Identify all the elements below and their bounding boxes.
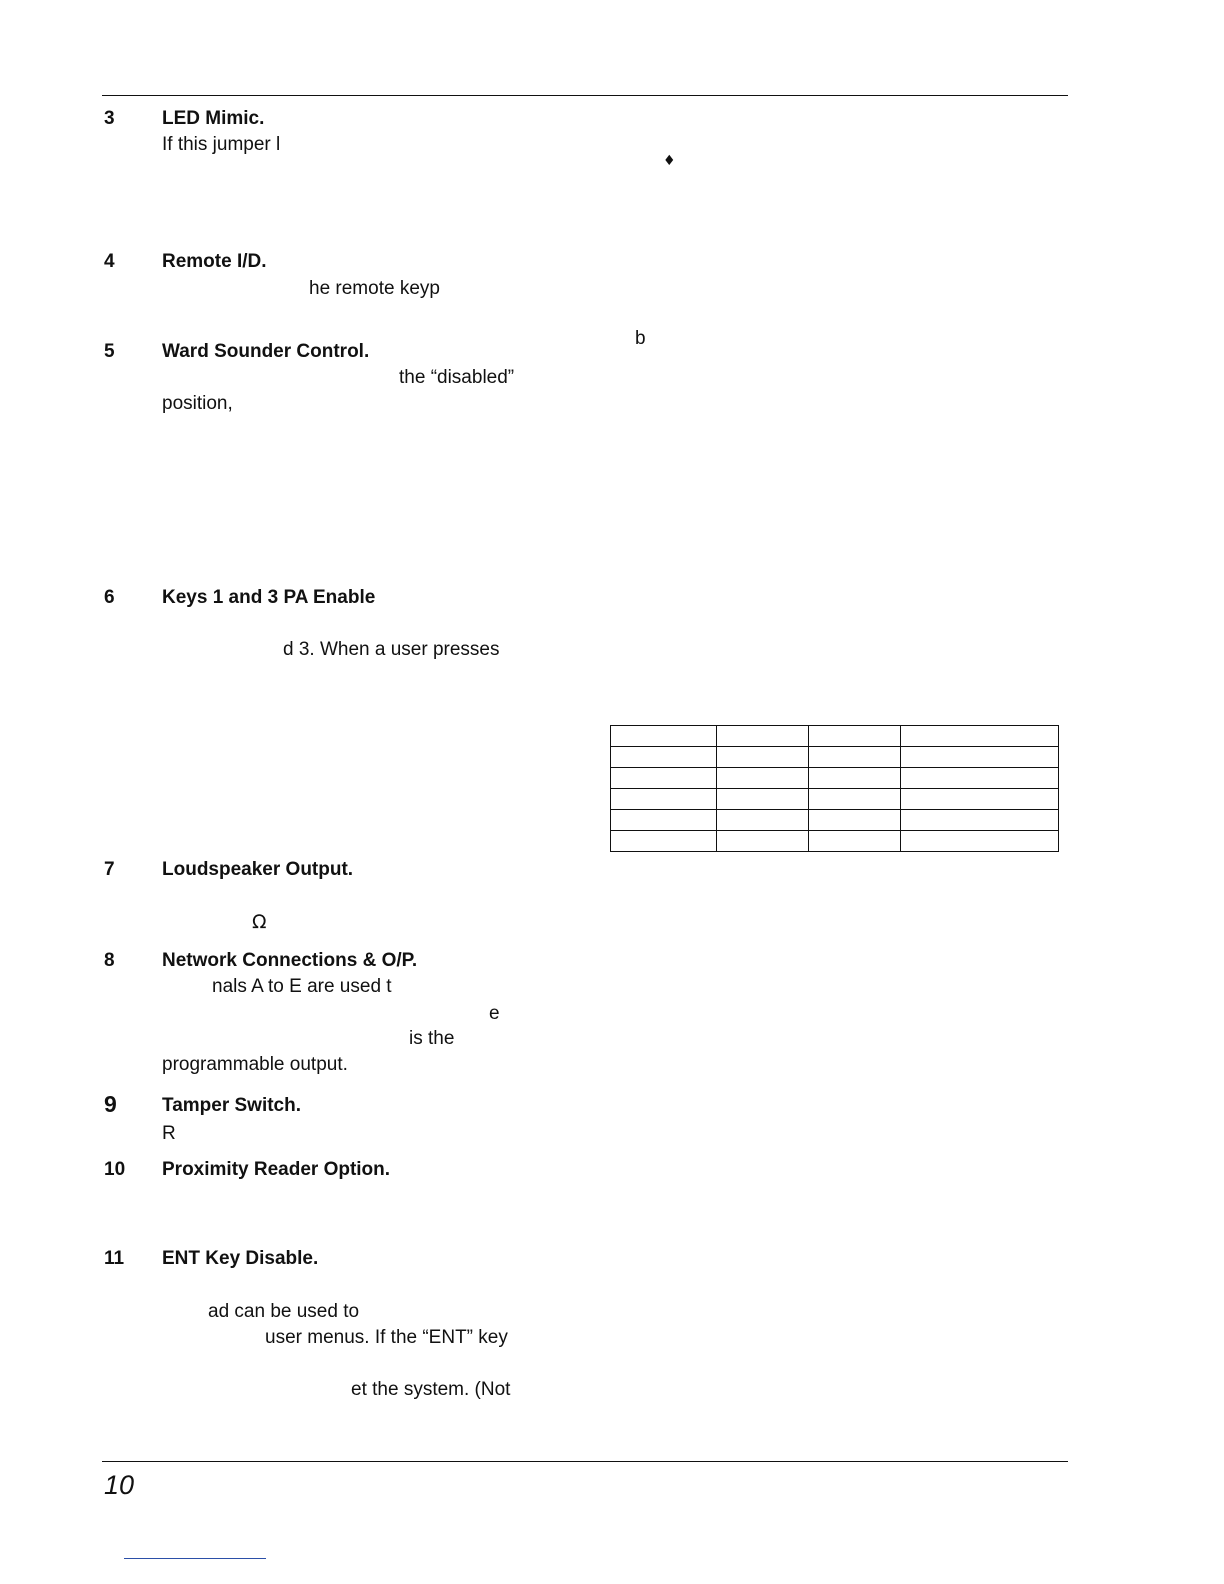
- body-text-fragment: e: [489, 1003, 500, 1024]
- table-cell: [809, 810, 901, 831]
- table-cell: [611, 831, 717, 852]
- page-number: 10: [104, 1470, 135, 1500]
- table-cell: [611, 747, 717, 768]
- body-text-fragment: R: [162, 1123, 176, 1144]
- body-text-fragment: position,: [162, 393, 233, 414]
- table-cell: [611, 810, 717, 831]
- table-cell: [611, 768, 717, 789]
- table-cell: [901, 831, 1059, 852]
- table-cell: [717, 726, 809, 747]
- section-number: 10: [104, 1159, 126, 1180]
- table-cell: [809, 768, 901, 789]
- body-text-fragment: et the system. (Not: [351, 1379, 511, 1400]
- section-number: 8: [104, 950, 115, 971]
- table-cell: [611, 726, 717, 747]
- section-number: 3: [104, 108, 115, 129]
- table-cell: [901, 768, 1059, 789]
- section-title-ward-sounder-control: Ward Sounder Control.: [162, 341, 370, 362]
- table-cell: [901, 810, 1059, 831]
- body-text-fragment: programmable output.: [162, 1054, 348, 1075]
- table-cell: [901, 789, 1059, 810]
- table-cell: [901, 747, 1059, 768]
- section-number: 7: [104, 859, 115, 880]
- table-cell: [901, 726, 1059, 747]
- table-row: [611, 789, 1059, 810]
- table-row: [611, 747, 1059, 768]
- table-row: [611, 768, 1059, 789]
- section-title-loudspeaker-output: Loudspeaker Output.: [162, 859, 354, 880]
- table-cell: [809, 789, 901, 810]
- table-cell: [611, 789, 717, 810]
- section-title-network-connections: Network Connections & O/P.: [162, 950, 418, 971]
- table-row: [611, 726, 1059, 747]
- body-text-fragment: ad can be used to: [208, 1301, 360, 1322]
- body-text-fragment: is the: [409, 1028, 455, 1049]
- footer-rule: [102, 1461, 1068, 1462]
- table-cell: [717, 810, 809, 831]
- section-title-remote-id: Remote I/D.: [162, 251, 267, 272]
- body-text-fragment: user menus. If the “ENT” key: [265, 1327, 508, 1348]
- header-rule: [102, 95, 1068, 96]
- settings-table: [610, 725, 1059, 852]
- section-number: 5: [104, 341, 115, 362]
- section-title-led-mimic: LED Mimic.: [162, 108, 265, 129]
- section-title-tamper-switch: Tamper Switch.: [162, 1095, 302, 1116]
- body-text-fragment: he remote keyp: [309, 278, 440, 299]
- table-cell: [717, 747, 809, 768]
- body-text-fragment: the “disabled”: [399, 367, 515, 388]
- body-text-fragment: b: [635, 328, 646, 349]
- ohm-symbol: Ω: [252, 911, 267, 933]
- table-cell: [717, 768, 809, 789]
- section-number: 4: [104, 251, 115, 272]
- section-title-proximity-reader: Proximity Reader Option.: [162, 1159, 391, 1180]
- footer-link-underline[interactable]: [124, 1558, 266, 1559]
- body-text-fragment: d 3. When a user presses: [283, 639, 500, 660]
- section-title-keys-pa-enable: Keys 1 and 3 PA Enable: [162, 587, 376, 608]
- diamond-bullet-icon: ♦: [663, 153, 676, 169]
- section-number: 6: [104, 587, 115, 608]
- table-cell: [809, 747, 901, 768]
- table-cell: [717, 831, 809, 852]
- section-number: 9: [104, 1091, 117, 1117]
- body-text-fragment: If this jumper l: [162, 134, 281, 155]
- section-title-ent-key-disable: ENT Key Disable.: [162, 1248, 319, 1269]
- table-cell: [809, 726, 901, 747]
- section-number: 11: [104, 1248, 125, 1269]
- table-cell: [809, 831, 901, 852]
- table-cell: [717, 789, 809, 810]
- table-row: [611, 810, 1059, 831]
- table-row: [611, 831, 1059, 852]
- body-text-fragment: nals A to E are used t: [212, 976, 392, 997]
